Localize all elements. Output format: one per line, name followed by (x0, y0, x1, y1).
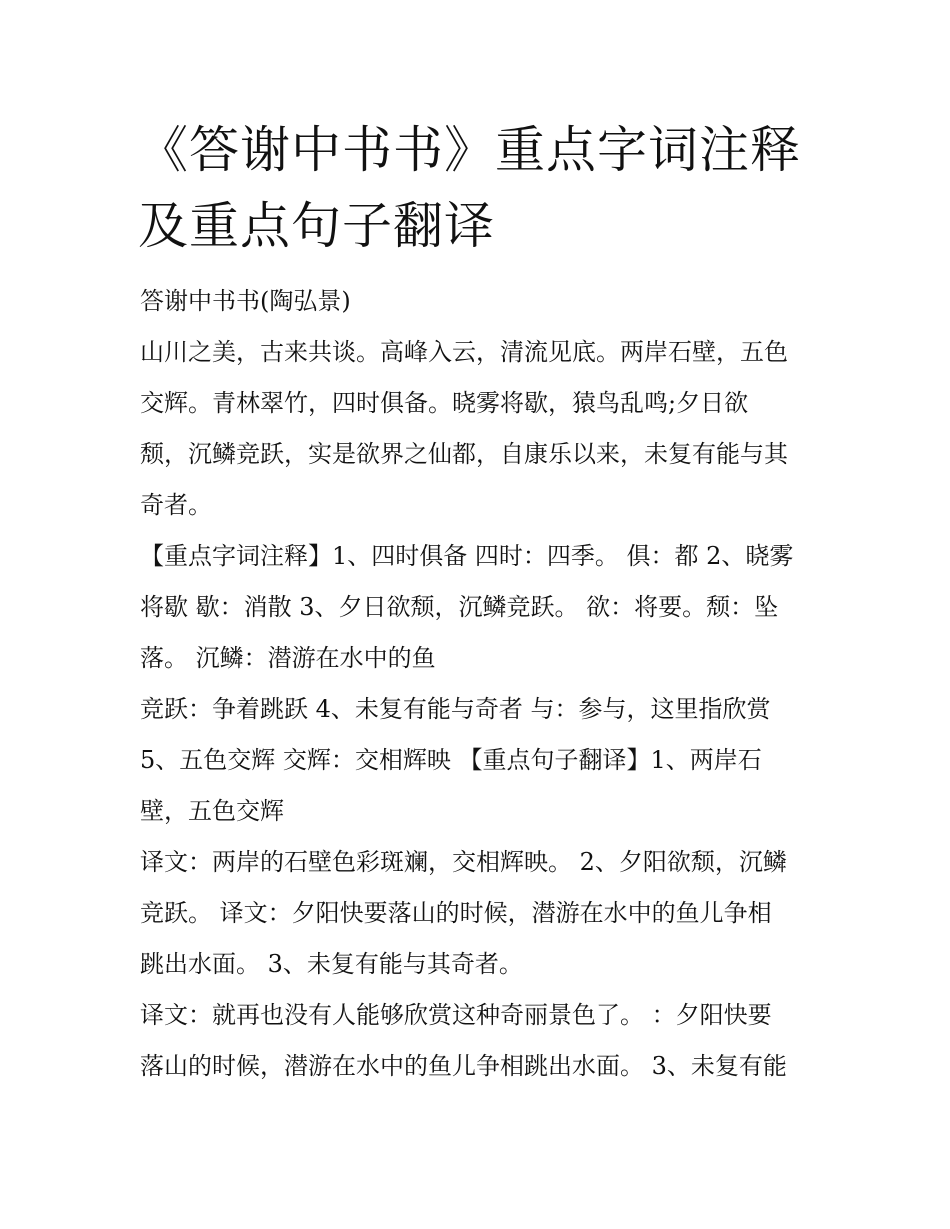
text-line: 将歇 歇：消散 3、夕日欲颓，沉鳞竞跃。 欲：将要。颓：坠 (140, 593, 779, 621)
text-line: 奇者。 (140, 491, 212, 519)
text-line: 落。 沉鳞：潜游在水中的鱼 (140, 644, 436, 672)
text-line: 【重点字词注释】1、四时俱备 四时：四季。 俱：都 2、晓雾 (140, 542, 794, 570)
text-line: 竞跃。 译文：夕阳快要落山的时候，潜游在水中的鱼儿争相 (140, 899, 772, 927)
text-line: 译文：两岸的石壁色彩斑斓，交相辉映。 2、夕阳欲颓，沉鳞 (140, 848, 787, 876)
text-line: 交辉。青林翠竹，四时俱备。晓雾将歇，猿鸟乱鸣;夕日欲 (140, 389, 749, 417)
text-line: 竞跃：争着跳跃 4、未复有能与奇者 与：参与，这里指欣赏 (140, 695, 771, 723)
text-line: 跳出水面。 3、未复有能与其奇者。 (140, 950, 523, 978)
title-line: 《答谢中书书》重点字词注释 (138, 121, 801, 179)
document-title (138, 112, 838, 264)
text-line: 译文：就再也没有人能够欣赏这种奇丽景色了。 ：夕阳快要 (140, 1001, 772, 1029)
text-line: 壁，五色交辉 (140, 797, 284, 825)
text-line: 答谢中书书(陶弘景) (140, 287, 351, 315)
title-line: 及重点句子翻译 (138, 197, 495, 255)
text-line: 5、五色交辉 交辉：交相辉映 【重点句子翻译】1、两岸石 (140, 746, 762, 774)
document-body (140, 276, 840, 1092)
text-line: 落山的时候，潜游在水中的鱼儿争相跳出水面。 3、未复有能 (140, 1052, 787, 1080)
text-line: 颓，沉鳞竞跃，实是欲界之仙都，自康乐以来，未复有能与其 (140, 440, 788, 468)
text-line: 山川之美，古来共谈。高峰入云，清流见底。两岸石壁，五色 (140, 338, 788, 366)
